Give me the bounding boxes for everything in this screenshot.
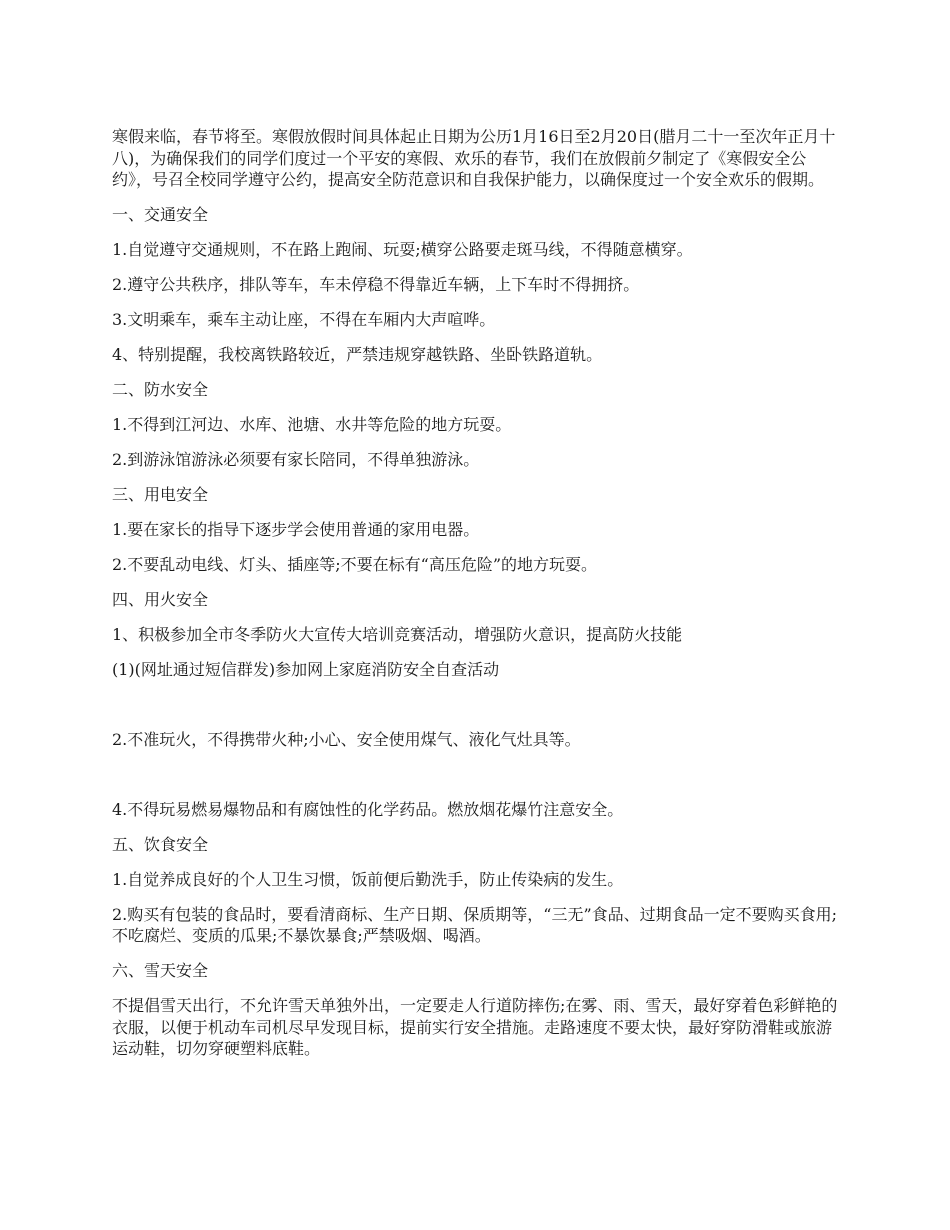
blank-gap [112, 764, 842, 799]
traffic-item-1: 1.自觉遵守交通规则，不在路上跑闹、玩耍;横穿公路要走斑马线，不得随意横穿。 [112, 239, 693, 259]
fire-item-1: 1、积极参加全市冬季防火大宣传大培训竞赛活动，增强防火意识，提高防火技能 [112, 624, 683, 644]
food-item-2: 2.购买有包装的食品时，要看清商标、生产日期、保质期等，“三无”食品、过期食品一定不要购买食用;不吃腐烂、变质的瓜果;不暴饮暴食;严禁吸烟、喝酒。 [112, 904, 838, 945]
intro-paragraph: 寒假来临，春节将至。寒假放假时间具体起止日期为公历1月16日至2月20日(腊月二十一至次年正月十八)，为确保我们的同学们度过一个平安的寒假、欢乐的春节，我们在放假前夕制定了《寒假安全公约》，号召全校同学遵守公约，提高安全防范意识和自我保护能力，以确保度过一个安全欢乐的假期。 [112, 127, 836, 189]
section-heading-electricity: 三、用电安全 [112, 484, 209, 504]
food-item-1: 1.自觉养成良好的个人卫生习惯，饭前便后勤洗手，防止传染病的发生。 [112, 869, 624, 889]
document-page [112, 126, 842, 1073]
fire-item-4: 4.不得玩易燃易爆物品和有腐蚀性的化学药品。燃放烟花爆竹注意安全。 [112, 799, 624, 819]
snow-paragraph: 不提倡雪天出行，不允许雪天单独外出，一定要走人行道防摔伤;在雾、雨、雪天，最好穿着色彩鲜艳的衣服，以便于机动车司机尽早发现目标，提前实行安全措施。走路速度不要太快，最好穿防滑鞋或旅游运动鞋，切勿穿硬塑料底鞋。 [112, 996, 838, 1058]
fire-item-1-sub: (1)(网址通过短信群发)参加网上家庭消防安全自查活动 [112, 659, 500, 679]
fire-item-2: 2.不准玩火，不得携带火种;小心、安全使用煤气、液化气灶具等。 [112, 729, 581, 749]
electricity-item-2: 2.不要乱动电线、灯头、插座等;不要在标有“高压危险”的地方玩耍。 [112, 554, 598, 574]
water-item-2: 2.到游泳馆游泳必须要有家长陪同，不得单独游泳。 [112, 449, 480, 469]
traffic-item-3: 3.文明乘车，乘车主动让座，不得在车厢内大声喧哗。 [112, 309, 496, 329]
electricity-item-1: 1.要在家长的指导下逐步学会使用普通的家用电器。 [112, 519, 480, 539]
section-heading-water: 二、防水安全 [112, 379, 209, 399]
section-heading-food: 五、饮食安全 [112, 834, 209, 854]
section-heading-snow: 六、雪天安全 [112, 961, 209, 980]
section-heading-traffic: 一、交通安全 [112, 204, 209, 224]
section-heading-fire: 四、用火安全 [112, 589, 209, 609]
water-item-1: 1.不得到江河边、水库、池塘、水井等危险的地方玩耍。 [112, 414, 512, 434]
traffic-item-2: 2.遵守公共秩序，排队等车，车未停稳不得靠近车辆，上下车时不得拥挤。 [112, 274, 640, 294]
traffic-item-4: 4、特别提醒，我校离铁路较近，严禁违规穿越铁路、坐卧铁路道轨。 [112, 344, 603, 364]
blank-gap [112, 694, 842, 729]
